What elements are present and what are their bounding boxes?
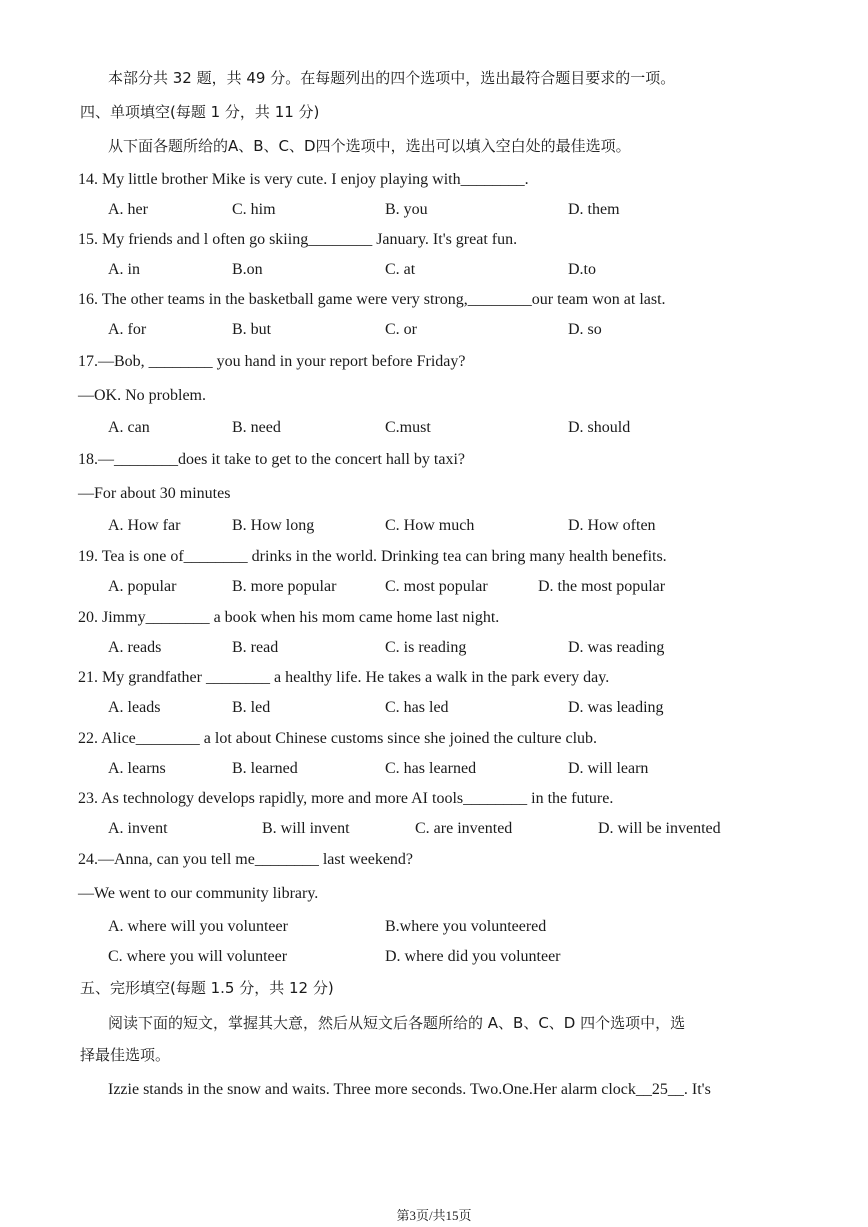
question-21: 21. My grandfather ________ a healthy life. He takes a walk in the park every day. [78,669,610,686]
question-16: 16. The other teams in the basketball game were very strong,________our team won at last. [78,291,666,308]
question-18: 18.—________does it take to get to the concert hall by taxi? [78,451,466,468]
q19-option-c: C. most popular [385,578,488,595]
q23-option-b: B. will invent [262,820,350,837]
passage-line-1: Izzie stands in the snow and waits. Three more seconds. Two.One.Her alarm clock__25__. It's [108,1081,711,1098]
q24-option-c: C. where you will volunteer [108,948,288,965]
q23-option-a: A. invent [108,820,168,837]
q22-option-d: D. will learn [568,760,649,777]
q21-option-c: C. has led [385,699,449,716]
q23-option-c: C. are invented [415,820,513,837]
page-number: 第3页/共15页 [396,1208,472,1223]
q21-option-d: D. was leading [568,699,664,716]
section-5-instruction-line2: 择最佳选项。 [80,1046,171,1064]
q18-option-a: A. How far [108,517,181,534]
q21-option-b: B. led [232,699,271,716]
q18-option-d: D. How often [568,517,656,534]
section-4-heading: 四、单项填空(每题 1 分，共 11 分) [80,103,320,121]
q21-option-a: A. leads [108,699,161,716]
q16-option-d: D. so [568,321,602,338]
q20-option-d: D. was reading [568,639,665,656]
q17-option-d: D. should [568,419,631,436]
q15-option-a: A. in [108,261,140,278]
q17-option-a: A. can [108,419,150,436]
question-19: 19. Tea is one of________ drinks in the world. Drinking tea can bring many health benefits. [78,548,667,565]
q14-option-a: A. her [108,201,148,218]
q17-option-c: C.must [385,419,431,436]
question-14: 14. My little brother Mike is very cute. I enjoy playing with________. [78,171,529,188]
q22-option-b: B. learned [232,760,298,777]
q14-option-b: B. you [385,201,428,218]
question-24-answer: —We went to our community library. [78,885,319,902]
q14-option-d: D. them [568,201,620,218]
q17-option-b: B. need [232,419,281,436]
q18-option-b: B. How long [232,517,315,534]
q15-option-c: C. at [385,261,416,278]
q16-option-b: B. but [232,321,272,338]
question-15: 15. My friends and l often go skiing________ January. It's great fun. [78,231,518,248]
q20-option-c: C. is reading [385,639,467,656]
question-20: 20. Jimmy________ a book when his mom came home last night. [78,609,500,626]
q20-option-a: A. reads [108,639,162,656]
q15-option-b: B.on [232,261,263,278]
q20-option-b: B. read [232,639,279,656]
q19-option-b: B. more popular [232,578,337,595]
section-4-instruction: 从下面各题所给的A、B、C、D四个选项中，选出可以填入空白处的最佳选项。 [108,137,631,155]
q18-option-c: C. How much [385,517,475,534]
question-18-answer: —For about 30 minutes [78,485,231,502]
q14-option-c: C. him [232,201,276,218]
q24-option-d: D. where did you volunteer [385,948,561,965]
question-17-answer: —OK. No problem. [78,387,206,404]
q16-option-c: C. or [385,321,417,338]
section-intro: 本部分共 32 题，共 49 分。在每题列出的四个选项中，选出最符合题目要求的一项。 [108,69,676,87]
q19-option-a: A. popular [108,578,177,595]
question-24: 24.—Anna, can you tell me________ last weekend? [78,851,414,868]
question-23: 23. As technology develops rapidly, more and more AI tools________ in the future. [78,790,614,807]
q19-option-d: D. the most popular [538,578,666,595]
q24-option-a: A. where will you volunteer [108,918,288,935]
q22-option-a: A. learns [108,760,166,777]
section-5-heading: 五、完形填空(每题 1.5 分，共 12 分) [80,979,334,997]
q24-option-b: B.where you volunteered [385,918,547,935]
q22-option-c: C. has learned [385,760,477,777]
q15-option-d: D.to [568,261,596,278]
q23-option-d: D. will be invented [598,820,721,837]
q16-option-a: A. for [108,321,147,338]
question-22: 22. Alice________ a lot about Chinese customs since she joined the culture club. [78,730,598,747]
question-17: 17.—Bob, ________ you hand in your report before Friday? [78,353,466,370]
section-5-instruction-line1: 阅读下面的短文，掌握其大意，然后从短文后各题所给的 A、B、C、D 四个选项中，选 [108,1014,686,1032]
